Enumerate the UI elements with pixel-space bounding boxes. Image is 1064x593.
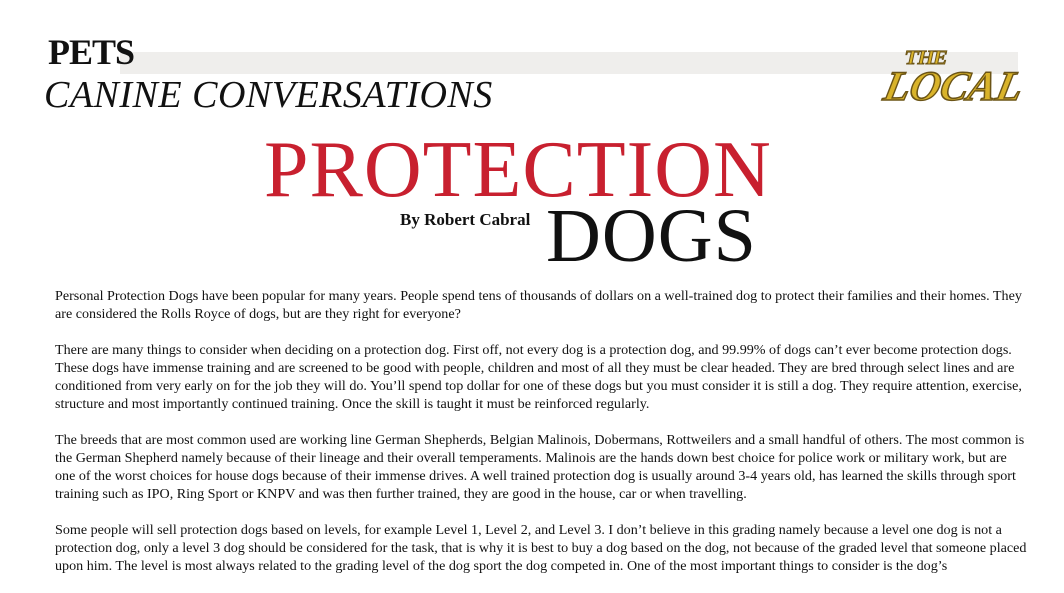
article-paragraph: Personal Protection Dogs have been popular for many years. People spend tens of thousands of dollars on a well-trained dog to protect their families and their homes. They are considered the Rolls Royce of dogs, but are they right for everyone? [55,288,1022,322]
article-paragraph: The breeds that are most common used are working line German Shepherds, Belgian Malinois, Dobermans, Rottweilers and a small handful of others. The most common is the German Shepherd namely because of their lineage and their overall temperaments. Malinois are the hands down best choice for police work or military work, but are one of the worst choices for house dogs because of their immense drives. A well trained protection dog is usually around 3-4 years old, has learned the skills through sport training such as IPO, Ring Sport or KNPV and was then further trained, they are good in the house, car or when travelling. [55,432,1025,502]
svg-text:THE: THE [902,47,950,69]
the-local-logo [872,34,1022,110]
svg-text:LOCAL: LOCAL [879,63,1022,110]
section-label: PETS [48,32,135,72]
column-title: CANINE CONVERSATIONS [44,74,493,116]
article-body [55,287,1027,593]
article-paragraph: Some people will sell protection dogs based on levels, for example Level 1, Level 2, and Level 3. I don’t believe in this grading namely because a level one dog is not a protection dog, only a level 3 dog should be considered for the task, that is why it is best to buy a dog based on the dog, not because of the graded level that someone placed upon him. The level is most always related to the grading level of the dog sport the dog competed in. One of the most important things to consider is the dog’s [55,522,1027,574]
byline: By Robert Cabral [400,210,531,229]
article-paragraph: There are many things to consider when deciding on a protection dog. First off, not every dog is a protection dog, and 99.99% of dogs can’t ever become protection dogs. These dogs have immense training and are screened to be good with people, children and most of all they must be clear headed. They are bred through select lines and are conditioned from very early on for the job they will do. You’ll spend top dollar for one of these dogs but you must consider it is still a dog. They require attention, exercise, structure and most importantly continued training. Once the skill is taught it must be reinforced regularly. [55,342,1022,412]
headline-protection: PROTECTION [264,126,772,214]
headline-dogs: DOGS [546,194,757,278]
